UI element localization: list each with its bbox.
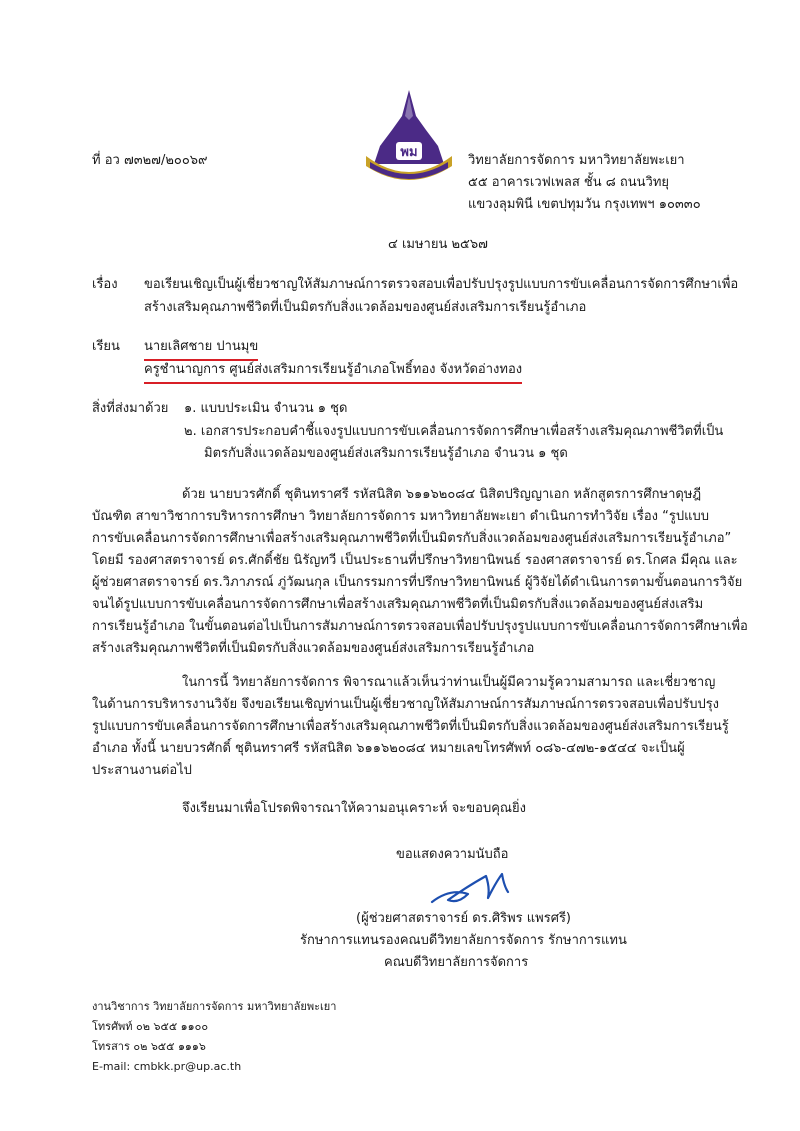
footer-email: E-mail: cmbkk.pr@up.ac.th [92,1060,242,1073]
enclosure-item-2: ๒. เอกสารประกอบคำชี้แจงรูปแบบการขับเคลื่อนการจัดการศึกษาเพื่อสร้างเสริมคุณภาพชีวิตที่เป็น [184,424,724,439]
subject-line-1: ขอเรียนเชิญเป็นผู้เชี่ยวชาญให้สัมภาษณ์การตรวจสอบเพื่อปรับปรุงรูปแบบการขับเคลื่อนการจัดการศึกษาเพื่อ [144,277,739,292]
signatory-position-2: คณบดีวิทยาลัยการจัดการ [384,955,529,970]
recipient-name: นายเลิศชาย ปานมุข [144,336,258,361]
subject-label: เรื่อง [92,277,118,292]
enclosure-item-1: ๑. แบบประเมิน จำนวน ๑ ชุด [184,401,348,416]
salutation: ขอแสดงความนับถือ [396,847,509,862]
svg-text:พม: พม [400,145,418,160]
paragraph-line: ด้วย นายบวรศักดิ์ ชุตินทราศรี รหัสนิสิต ๖๑๑๖๒๐๘๔ นิสิตปริญญาเอก หลักสูตรการศึกษาดุษฎี [182,487,702,502]
enclosure-item-2-cont: มิตรกับสิ่งแวดล้อมของศูนย์ส่งเสริมการเรียนรู้อำเภอ จำนวน ๑ ชุด [204,446,568,461]
footer-phone: โทรศัพท์ ๐๒ ๖๕๕ ๑๑๐๐ [92,1020,209,1033]
closing-sentence: จึงเรียนมาเพื่อโปรดพิจารณาให้ความอนุเคราะห์ จะขอบคุณยิ่ง [182,801,526,816]
footer-department: งานวิชาการ วิทยาลัยการจัดการ มหาวิทยาลัยพะเยา [92,1000,337,1013]
paragraph-line: รูปแบบการขับเคลื่อนการจัดการศึกษาเพื่อสร้างเสริมคุณภาพชีวิตที่เป็นมิตรกับสิ่งแวดล้อมของศูนย์ส่งเสริมการเรียนรู้ [92,719,729,734]
paragraph-line: ประสานงานต่อไป [92,763,192,778]
address-line-1: วิทยาลัยการจัดการ มหาวิทยาลัยพะเยา [468,153,685,168]
paragraph-line: ผู้ช่วยศาสตราจารย์ ดร.วิภาภรณ์ ภู่วัฒนกุล เป็นกรรมการที่ปรึกษาวิทยานิพนธ์ ผู้วิจัยได้ดำเนินการตามขั้นตอนการวิจัย [92,575,743,590]
paragraph-line: การขับเคลื่อนการจัดการศึกษาเพื่อสร้างเสริมคุณภาพชีวิตที่เป็นมิตรกับสิ่งแวดล้อมของศูนย์ส่งเสริมการเรียนรู้อำเภอ” [92,531,732,546]
body-paragraph-1 [92,484,748,660]
paragraph-line: โดยมี รองศาสตราจารย์ ดร.ศักดิ์ชัย นิรัญทวี เป็นประธานที่ปรึกษาวิทยานิพนธ์ รองศาสตราจารย์ ดร.โกศล มีคุณ และ [92,553,738,568]
paragraph-line: ในการนี้ วิทยาลัยการจัดการ พิจารณาแล้วเห็นว่าท่านเป็นผู้มีความรู้ความสามารถ และเชี่ยวชาญ [182,675,716,690]
signatory-position-1: รักษาการแทนรองคณบดีวิทยาลัยการจัดการ รักษาการแทน [300,933,627,948]
paragraph-line: บัณฑิต สาขาวิชาการบริหารการศึกษา วิทยาลัยการจัดการ มหาวิทยาลัยพะเยา ดำเนินการทำวิจัย เรื่อง “รูปแบบ [92,509,709,524]
address-line-2: ๕๕ อาคารเวฟเพลส ชั้น ๘ ถนนวิทยุ [468,175,670,190]
signatory-name: (ผู้ช่วยศาสตราจารย์ ดร.ศิริพร แพรศรี) [356,911,572,926]
letter-date: ๔ เมษายน ๒๕๖๗ [388,237,488,252]
paragraph-line: สร้างเสริมคุณภาพชีวิตที่เป็นมิตรกับสิ่งแวดล้อมของศูนย์ส่งเสริมการเรียนรู้อำเภอ [92,641,535,656]
university-logo [360,86,458,184]
body-paragraph-2 [92,672,729,782]
subject-line-2: สร้างเสริมคุณภาพชีวิตที่เป็นมิตรกับสิ่งแวดล้อมของศูนย์ส่งเสริมการเรียนรู้อำเภอ [144,300,587,315]
recipient-label: เรียน [92,339,120,354]
paragraph-line: ในด้านการบริหารงานวิจัย จึงขอเรียนเชิญท่านเป็นผู้เชี่ยวชาญให้สัมภาษณ์การสัมภาษณ์การตรวจสอบเพื่อปรับปรุง [92,697,720,712]
reference-number: ที่ อว ๗๓๒๗/๒๐๐๖๙ [92,153,208,168]
recipient-position: ครูชำนาญการ ศูนย์ส่งเสริมการเรียนรู้อำเภอโพธิ์ทอง จังหวัดอ่างทอง [144,359,522,384]
paragraph-line: จนได้รูปแบบการขับเคลื่อนการจัดการศึกษาเพื่อสร้างเสริมคุณภาพชีวิตที่เป็นมิตรกับสิ่งแวดล้อมของศูนย์ส่งเสริม [92,597,704,612]
paragraph-line: อำเภอ ทั้งนี้ นายบวรศักดิ์ ชุตินทราศรี รหัสนิสิต ๖๑๑๖๒๐๘๔ หมายเลขโทรศัพท์ ๐๘๖-๔๗๒-๑๕๔๔ จะเป็นผู้ [92,741,685,756]
footer-fax: โทรสาร ๐๒ ๖๕๕ ๑๑๑๖ [92,1040,206,1053]
handwritten-signature [428,864,524,908]
enclosures-label: สิ่งที่ส่งมาด้วย [92,401,169,416]
address-line-3: แขวงลุมพินี เขตปทุมวัน กรุงเทพฯ ๑๐๓๓๐ [468,197,701,212]
paragraph-line: การเรียนรู้อำเภอ ในขั้นตอนต่อไปเป็นการสัมภาษณ์การตรวจสอบเพื่อปรับปรุงรูปแบบการขับเคลื่อนการจัดการศึกษาเพื่อ [92,619,748,634]
